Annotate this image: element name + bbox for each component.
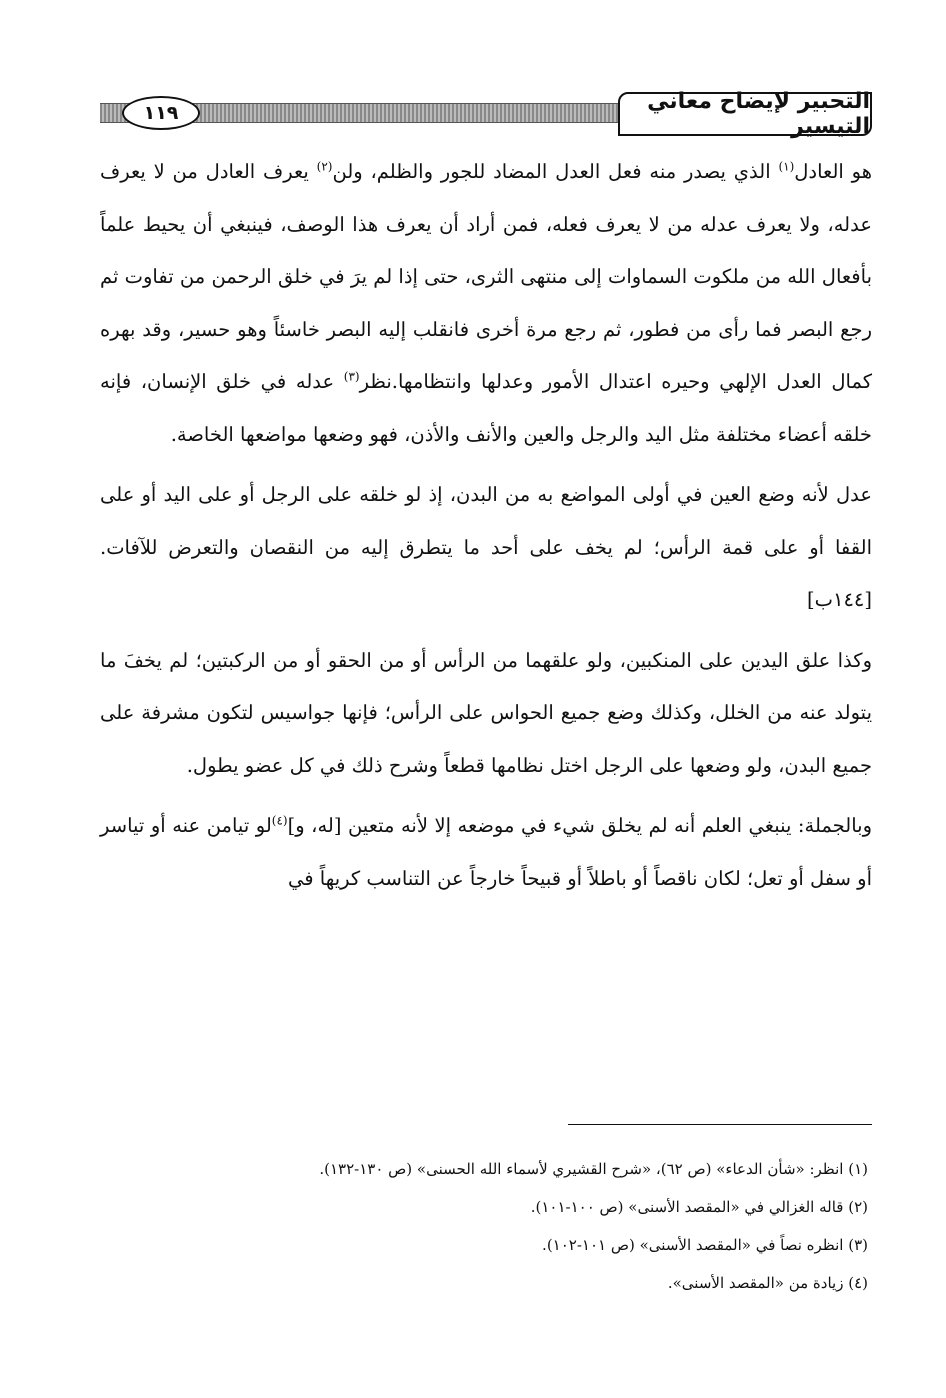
text-run: عدله في خلق الإنسان، فإنه خلقه أعضاء مختلفة مثل اليد والرجل والعين والأنف والأذن، فهو وضعها مواضعها الخاصة. [100, 370, 872, 446]
text-run: يعرف العادل من لا يعرف عدله، ولا يعرف عدله من لا يعرف فعله، فمن أراد أن يعرف هذا الوصف، فينبغي أن يحيط علماً بأفعال الله من ملكوت السماوات إلى منتهى الثرى، حتى إذا لم يرَ في خلق الرحمن من تفاوت ثم رجع البصر فما رأى من فطور، ثم رجع مرة أخرى فانقلب إليه البصر خاسئاً وهو حسير، وقد بهره كمال العدل الإلهي وحيره اعتدال الأمور وعدلها وانتظامها.نظر [100, 160, 872, 393]
footnote-reference: (٢) [316, 159, 333, 174]
text-run: وبالجملة: ينبغي العلم أنه لم يخلق شيء في موضعه إلا لأنه متعين [له، و] [287, 814, 872, 837]
text-run: عدل لأنه وضع العين في أولى المواضع به من البدن، إذ لو خلقه على الرجل أو على اليد أو على القفا أو على قمة الرأس؛ لم يخف على أحد ما يتطرق إليه من النقصان والتعرض للآفات. [١٤٤ب] [100, 483, 872, 611]
running-header [100, 89, 872, 139]
text-run: الذي يصدر منه فعل العدل المضاد للجور والظلم، ولن [332, 160, 779, 183]
text-run: لو تيامن عنه أو تياسر أو سفل أو تعل؛ لكان ناقصاً أو باطلاً أو قبيحاً خارجاً عن التناسب كريهاً في [100, 814, 872, 890]
text-run: هو العادل [794, 160, 872, 183]
page-number: ١١٩ [122, 96, 200, 130]
footnote-reference: (١) [778, 159, 795, 174]
footnote-divider [568, 1124, 872, 1125]
footnote-reference: (٣) [343, 369, 360, 384]
footnote-item: (٣) انظره نصاً في «المقصد الأسنى» (ص ١٠١-١٠٢). [542, 1236, 868, 1254]
paragraph [100, 146, 872, 461]
main-text [100, 146, 872, 905]
footnote-item: (٤) زيادة من «المقصد الأسنى». [667, 1274, 868, 1292]
footnote-reference: (٤) [271, 813, 288, 828]
footnote-item: (٢) قاله الغزالي في «المقصد الأسنى» (ص ١٠٠-١٠١). [530, 1198, 868, 1216]
footnote-item: (١) انظر: «شأن الدعاء» (ص ٦٢)، «شرح القشيري لأسماء الله الحسنى» (ص ١٣٠-١٣٢). [319, 1160, 868, 1178]
paragraph [100, 800, 872, 905]
footnotes [100, 1150, 868, 1302]
paragraph [100, 469, 872, 627]
paragraph [100, 635, 872, 793]
text-run: وكذا علق اليدين على المنكبين، ولو علقهما من الرأس أو من الحقو أو من الركبتين؛ لم يخفَ ما يتولد عنه من الخلل، وكذلك وضع جميع الحواس على الرأس؛ فإنها جواسيس لتكون مشرفة على جميع البدن، ولو وضعها على الرجل اختل نظامها قطعاً وشرح ذلك في كل عضو يطول. [100, 648, 872, 777]
book-title: التحبير لإيضاح معاني التيسير [618, 92, 872, 136]
